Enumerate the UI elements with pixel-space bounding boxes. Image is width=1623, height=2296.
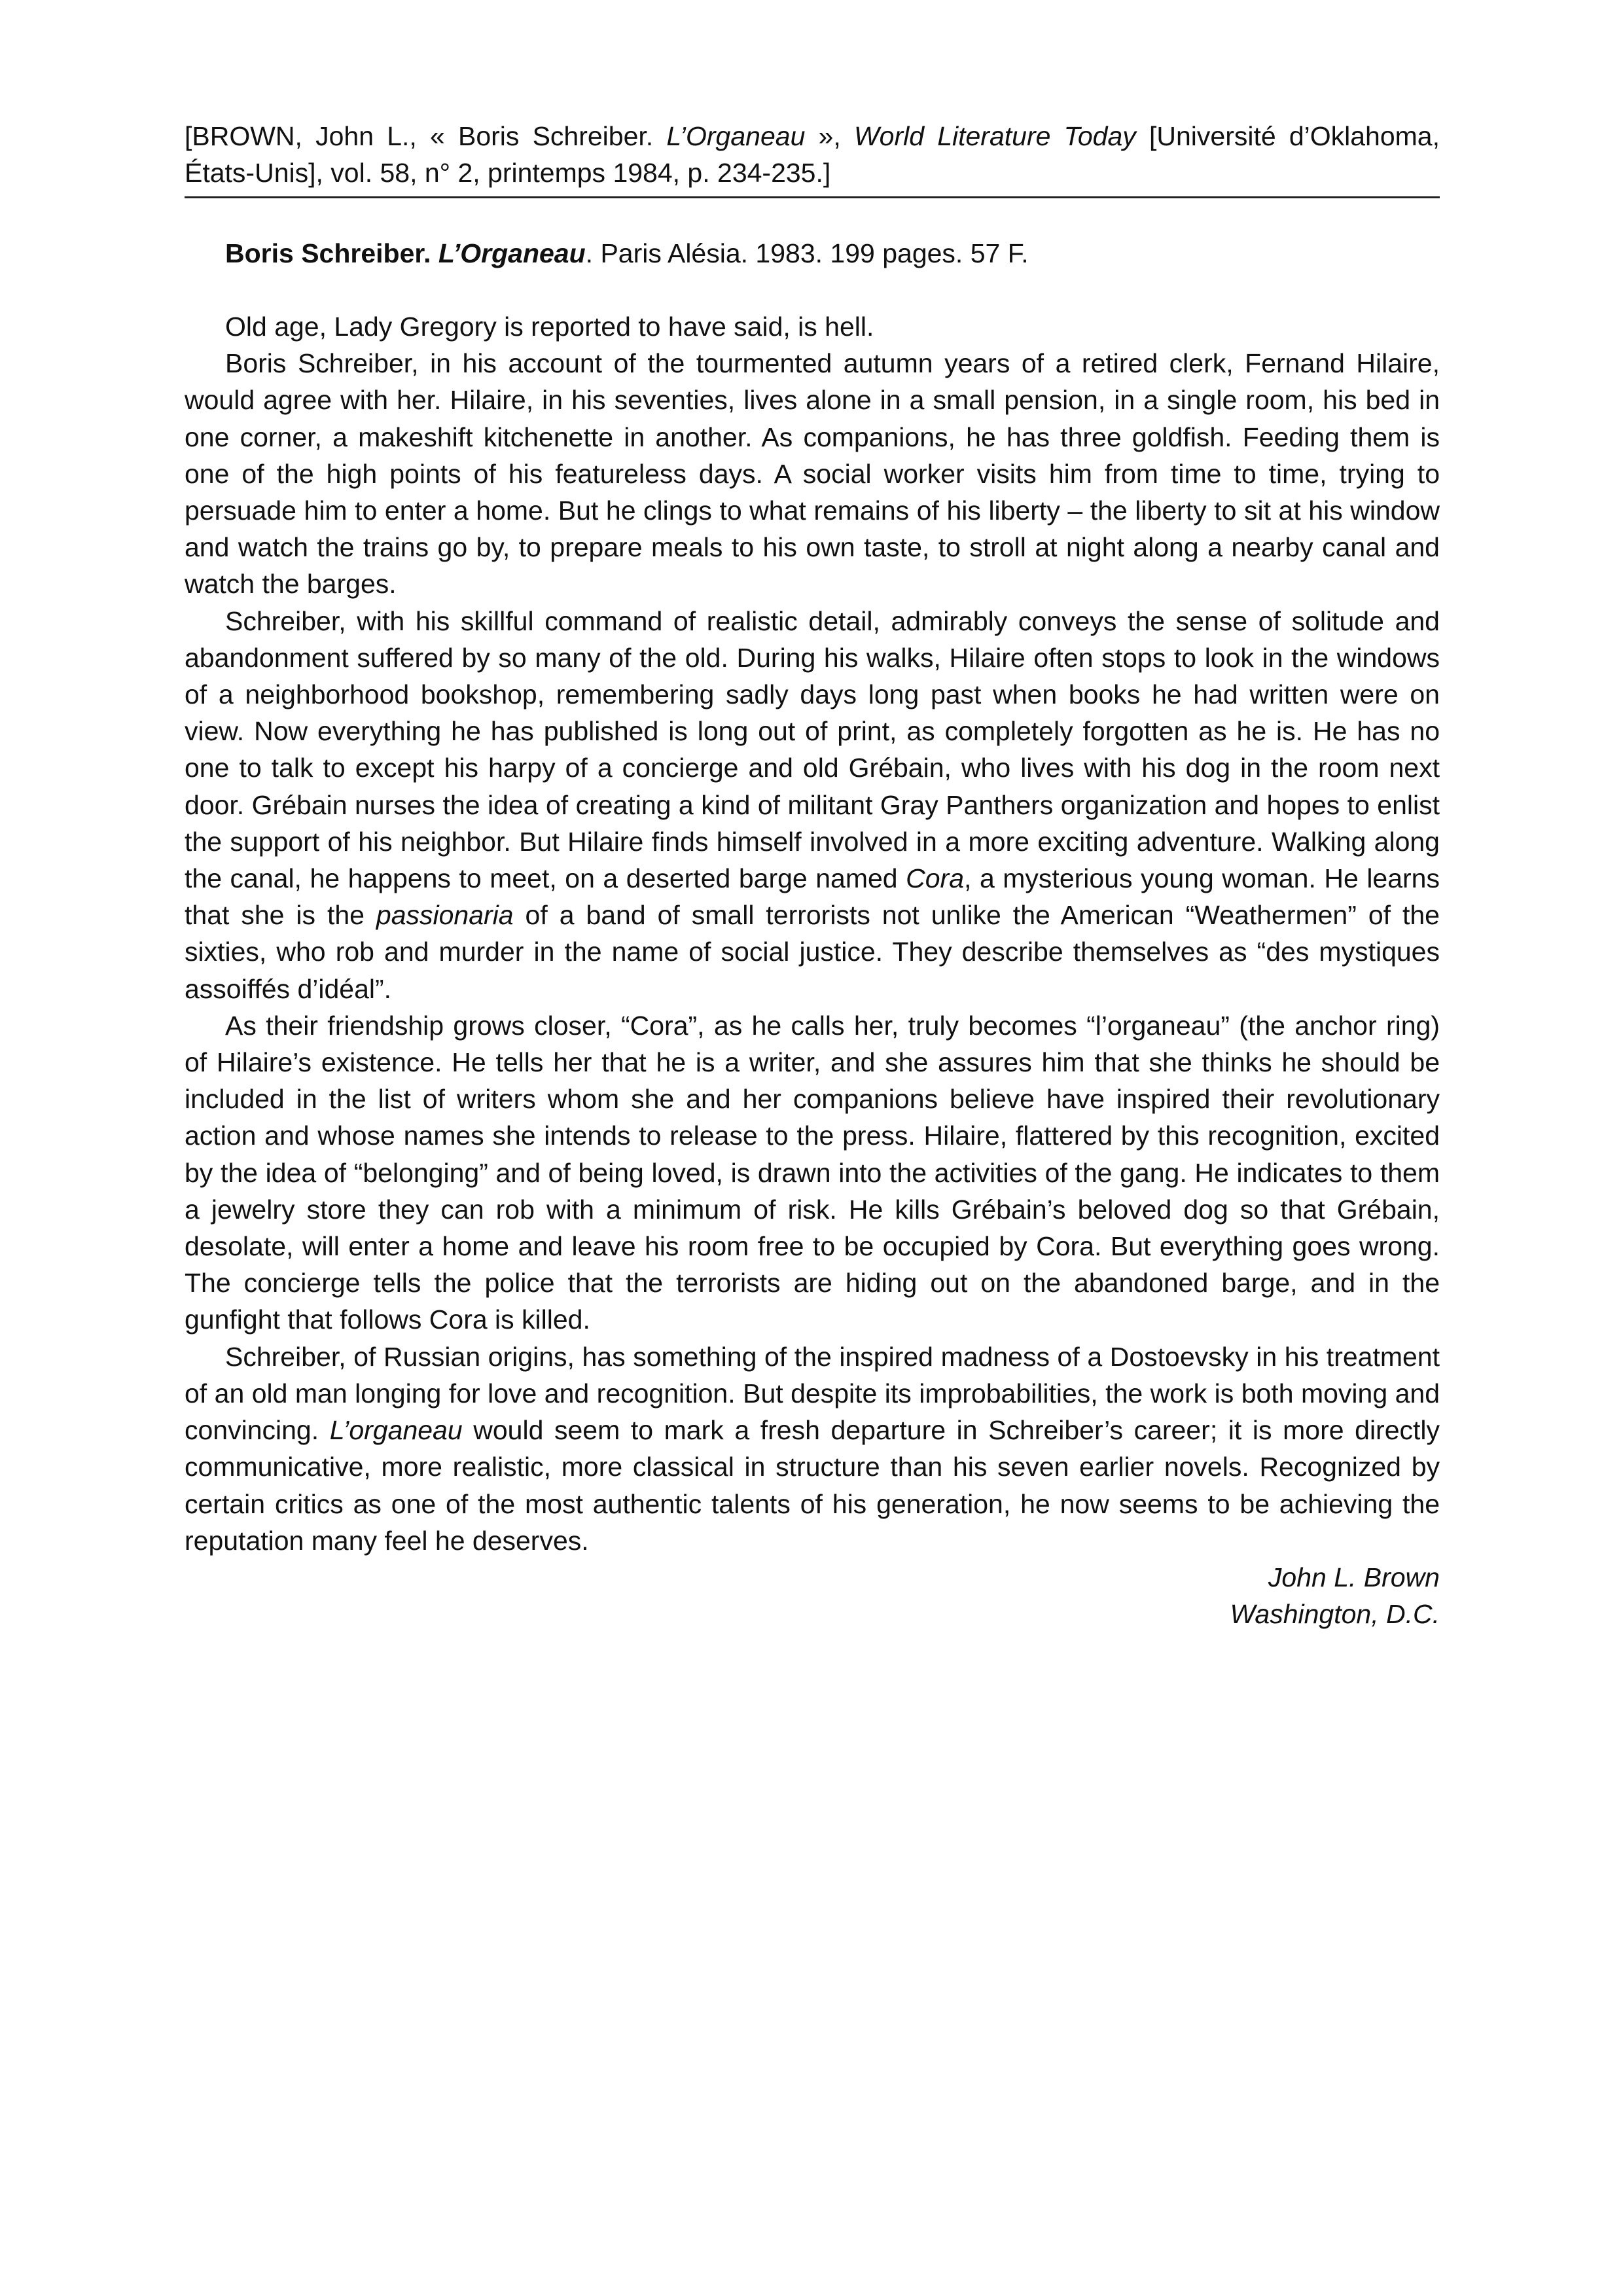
- citation-text: [185, 118, 1440, 191]
- paragraph-4: As their friendship grows closer, “Cora”, as he calls her, truly becomes “l’organeau” (the anchor ring) of Hilaire’s existence. He tells her that he is a writer, and she assures him that she thinks he should be included in the list of writers whom she and her companions believe have inspired their revolutionary action and whose names she intends to release to the press. Hilaire, flattered by this recognition, excited by the idea of “belonging” and of being loved, is drawn into the activities of the gang. He indicates to them a jewelry store they can rob with a minimum of risk. He kills Grébain’s beloved dog so that Grébain, desolate, will enter a home and leave his room free to be occupied by Cora. But everything goes wrong. The concierge tells the police that the terrorists are hiding out on the abandoned barge, and in the gunfight that follows Cora is killed.: [185, 1010, 1440, 1335]
- review-heading: [185, 235, 1440, 272]
- citation-book-title: L’Organeau: [666, 121, 806, 151]
- citation-rest: [Université d’Oklahoma, États-Unis], vol. 58, n° 2, printemps 1984, p. 234-235.]: [185, 121, 1440, 188]
- document-page: [185, 118, 1440, 1632]
- heading-author: Boris Schreiber.: [225, 238, 431, 268]
- citation-journal: World Literature Today: [853, 121, 1136, 151]
- paragraph-5: [185, 1338, 1440, 1559]
- bibliographic-citation: [185, 118, 1440, 198]
- paragraph-3-cora: Cora: [906, 863, 965, 894]
- heading-title: L’Organeau: [438, 238, 586, 268]
- paragraph-2: Boris Schreiber, in his account of the tourmented autumn years of a retired clerk, Fernand Hilaire, would agree with her. Hilaire, in his seventies, lives alone in a small pension, in a single room, his bed in one corner, a makeshift kitchenette in another. As companions, he has three goldfish. Feeding them is one of the high points of his featureless days. A social worker visits him from time to time, trying to persuade him to enter a home. But he clings to what remains of his liberty – the liberty to sit at his window and watch the trains go by, to prepare meals to his own taste, to stroll at night along a nearby canal and watch the barges.: [185, 348, 1440, 600]
- paragraph-5-part-a: Schreiber, of Russian origins, has something of the inspired madness of a Dostoevsky in his treatment of an old man longing for love and recognition. But despite its improbabilities, the work is both moving and convincing.: [185, 1341, 1440, 1446]
- paragraph-5-part-b: would seem to mark a fresh departure in Schreiber’s career; it is more directly communicative, more realistic, more classical in structure than his seven earlier novels. Recognized by certain critics as one of the most authentic talents of his generation, he now seems to be achieving the reputation many feel he deserves.: [185, 1415, 1440, 1556]
- heading-details: . Paris Alésia. 1983. 199 pages. 57 F.: [585, 238, 1029, 268]
- paragraph-3-part-a: Schreiber, with his skillful command of realistic detail, admirably conveys the sense of solitude and abandonment suffered by so many of the old. During his walks, Hilaire often stops to look in the windows of a neighborhood bookshop, remembering sadly days long past when books he had written were on view. Now everything he has published is long out of print, as completely forgotten as he is. He has no one to talk to except his harpy of a concierge and old Grébain, who lives with his dog in the room next door. Grébain nurses the idea of creating a kind of militant Gray Panthers organization and hopes to enlist the support of his neighbor. But Hilaire finds himself involved in a more exciting adventure. Walking along the canal, he happens to meet, on a deserted barge named: [185, 605, 1440, 894]
- signature-place: Washington, D.C.: [1230, 1598, 1440, 1629]
- paragraph-3-passionaria: passionaria: [376, 900, 514, 931]
- citation-mid: »,: [805, 121, 854, 151]
- paragraph-3-part-b: , a mysterious young woman. He learns that she is the: [185, 863, 1440, 931]
- paragraph-5-title: L’organeau: [329, 1415, 463, 1446]
- signature-name: John L. Brown: [1268, 1562, 1440, 1592]
- review-body: [185, 308, 1440, 1559]
- paragraph-3-part-c: of a band of small terrorists not unlike the American “Weathermen” of the sixties, who rob and murder in the name of social justice. They describe themselves as “des mystiques assoiffés d’idéal”.: [185, 900, 1440, 1004]
- citation-open: [BROWN, John L., « Boris Schreiber.: [185, 121, 667, 151]
- paragraph-3: [185, 603, 1440, 1007]
- paragraph-1: Old age, Lady Gregory is reported to have said, is hell.: [225, 312, 874, 342]
